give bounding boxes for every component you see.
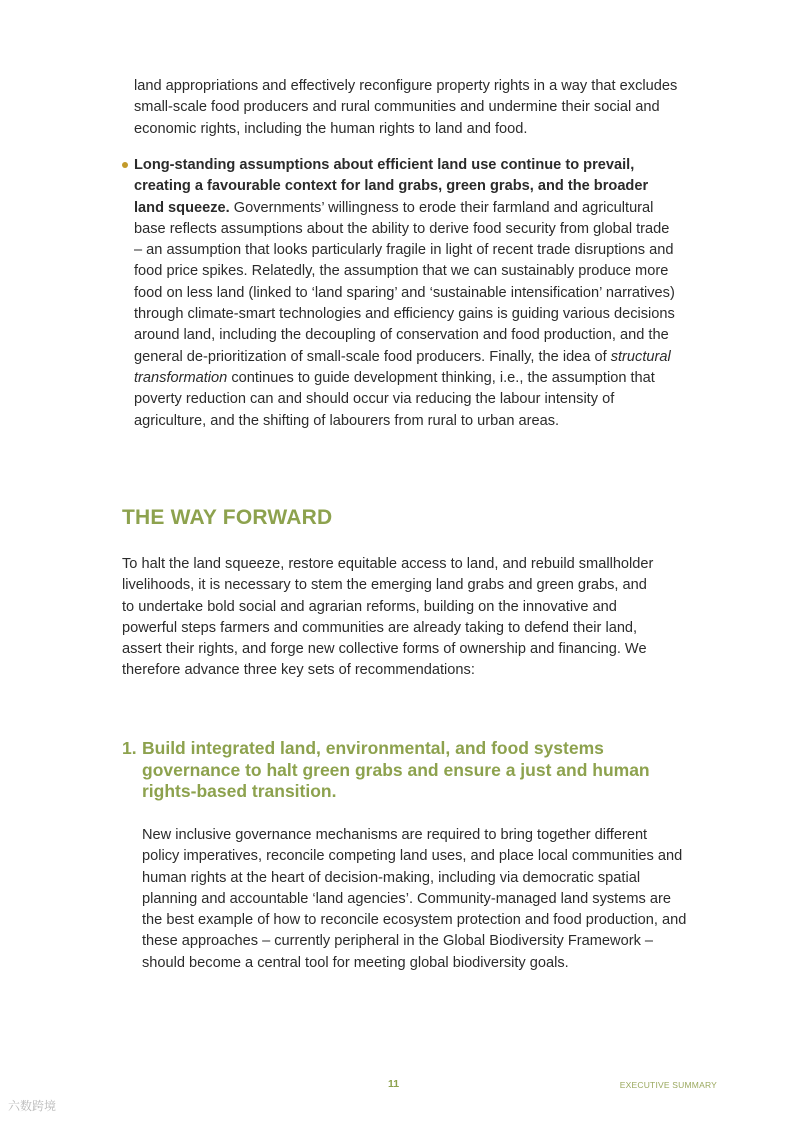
- section-heading: THE WAY FORWARD: [122, 506, 333, 529]
- recommendation-body: New inclusive governance mechanisms are required to bring together different policy imperatives, reconcile competing land uses, and place local communities and human rights at the heart of decision-making, including via democratic spatial planning and accountable ‘land agencies’. Community-managed land systems are the best example of how to reconcile ecosystem protection and food production, and these approaches – currently peripheral in the Global Biodiversity Framework – should become a central tool for meeting global biodiversity goals.: [142, 827, 687, 971]
- bullet-paragraph: [134, 155, 679, 432]
- bullet-bold-lead: Long-standing assumptions about efficient land use continue to prevail, creating a favourable context for land grabs, green grabs, and the broader land squeeze.: [134, 157, 649, 216]
- recommendation-title: Build integrated land, environmental, and food systems governance to halt green grabs and ensure a just and human rights-based transition.: [142, 738, 650, 801]
- bullet-text-part-1: Governments’ willingness to erode their farmland and agricultural base reflects assumptions about the ability to derive food security from global trade – an assumption that looks particularly fragile in light of recent trade disruptions and food price spikes. Relatedly, the assumption that we can sustainably produce more food on less land (linked to ‘land sparing’ and ‘sustainable intensification’ narratives) through climate-smart technologies and efficiency gains is guiding various decisions around land, including the decoupling of conservation and food production, and the general de-prioritization of small-scale food producers. Finally, the idea of: [134, 199, 675, 365]
- section-intro-paragraph: To halt the land squeeze, restore equitable access to land, and rebuild smallholder livelihoods, it is necessary to stem the emerging land grabs and green grabs, and to undertake bold social and agrarian reforms, building on the innovative and powerful steps farmers and communities are already taking to defend their land, assert their rights, and forge new collective forms of ownership and financing. We therefore advance three key sets of recommendations:: [122, 556, 654, 679]
- bullet-text-part-2: continues to guide development thinking, i.e., the assumption that poverty reduction can and should occur via reducing the labour intensity of agriculture, and the shifting of labourers from rural to urban areas.: [134, 369, 655, 429]
- watermark-logo: 六数跨境: [8, 1099, 57, 1113]
- recommendation-number: 1.: [122, 738, 137, 758]
- bullet-dot-icon: [122, 162, 128, 168]
- bullet-italic-term: structural transformation: [134, 348, 671, 386]
- footer-section-label: EXECUTIVE SUMMARY: [619, 1080, 717, 1090]
- continuation-paragraph: land appropriations and effectively reconfigure property rights in a way that excludes small-scale food producers and rural communities and undermine their social and economic rights, including the human rights to land and food.: [134, 78, 678, 137]
- page-number: 11: [388, 1078, 400, 1090]
